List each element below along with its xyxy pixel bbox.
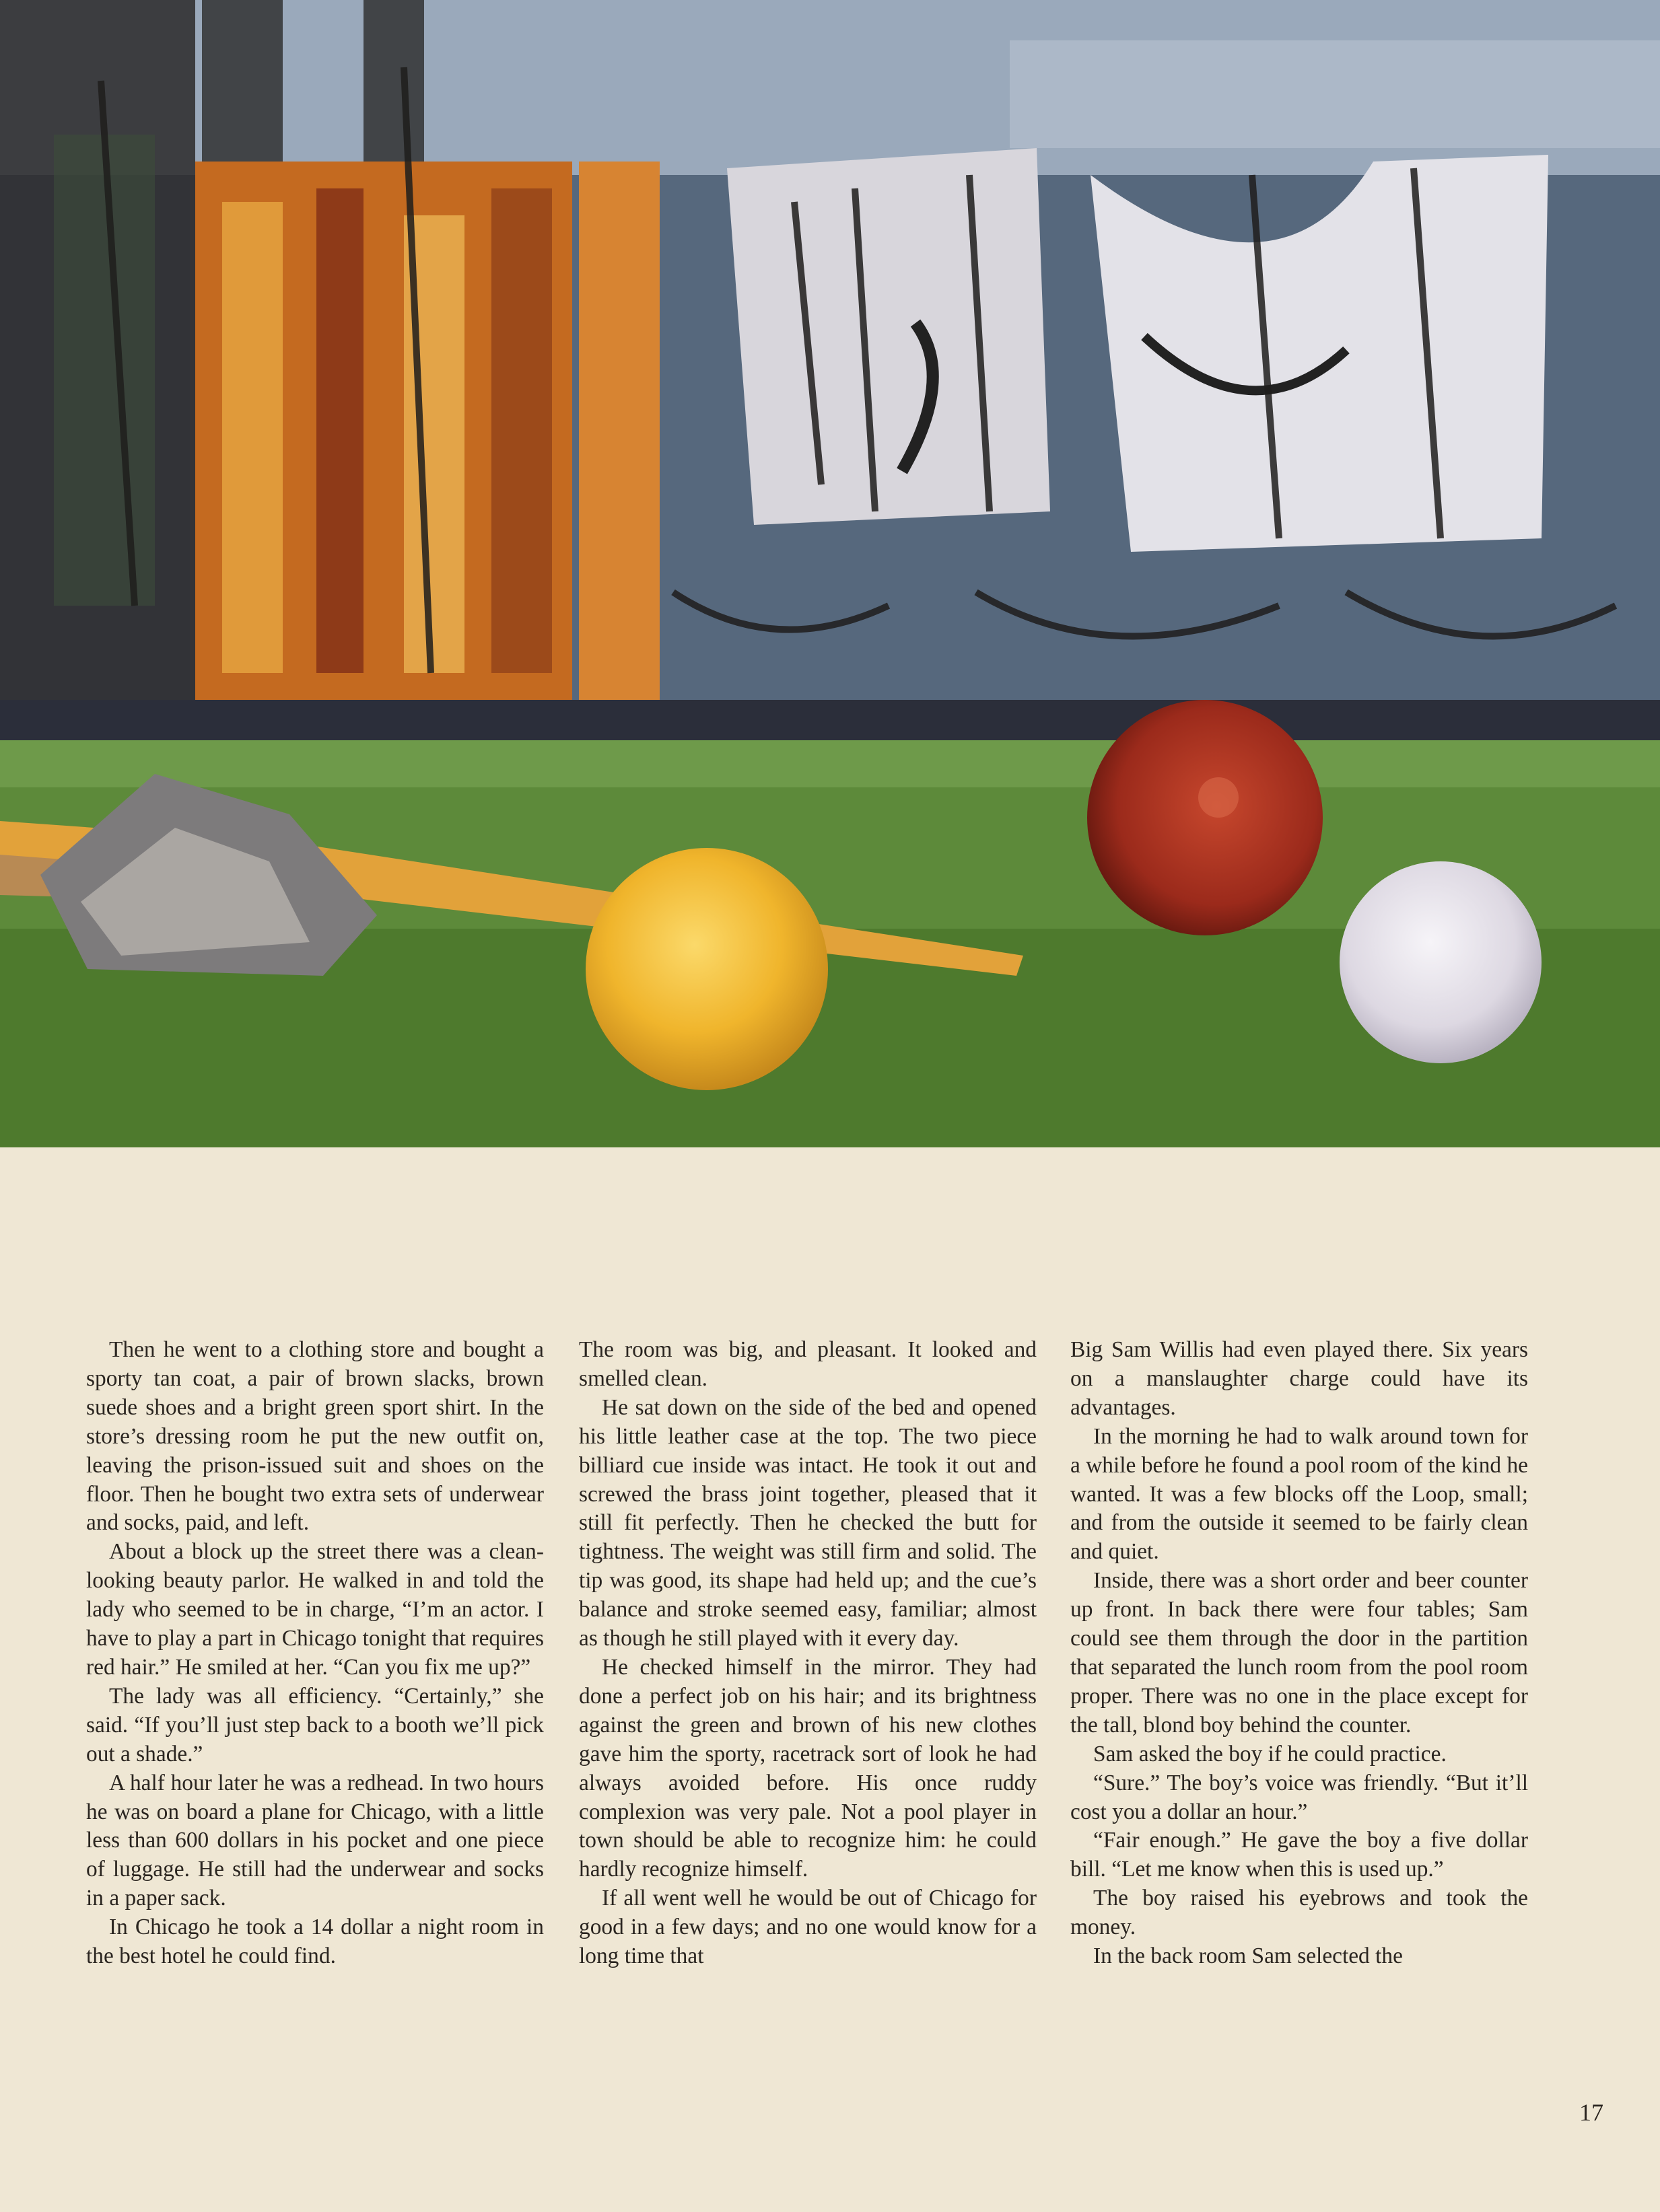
paragraph: “Sure.” The boy’s voice was friendly. “But it’ll cost you a dollar an hour.” — [1070, 1770, 1528, 1824]
paragraph: Sam asked the boy if he could practice. — [1093, 1741, 1447, 1767]
text-column-3 — [1070, 1336, 1528, 1971]
paragraph: He checked himself in the mirror. They had done a perfect job on his hair; and its brightness against the green and brown of his new clothes gave him the sporty, racetrack sort of look he had always avoided before. His once ruddy complexion was very pale. Not a pool player in town should be able to recognize him: he could hardly recognize himself. — [579, 1654, 1037, 1882]
paragraph: He sat down on the side of the bed and opened his little leather case at the top. The two piece billiard cue inside was intact. He took it out and screwed the brass joint together, pleased that it still fit perfectly. Then he checked the butt for tightness. The weight was still firm and solid. The tip was good, its shape had held up; and the cue’s balance and stroke seemed easy, familiar; almost as though he still played with it every day. — [579, 1394, 1037, 1651]
text-column-1 — [86, 1336, 544, 1971]
page-number: 17 — [1579, 2099, 1603, 2126]
paragraph: The lady was all efficiency. “Certainly,” she said. “If you’ll just step back to a booth we’ll pick out a shade.” — [86, 1683, 544, 1767]
white-ball — [1340, 861, 1542, 1063]
paragraph: Then he went to a clothing store and bought a sporty tan coat, a pair of brown slacks, brown suede shoes and a bright green sport shirt. In the store’s dressing room he put the new outfit on, leaving the prison-issued suit and shoes on the floor. Then he bought two extra sets of underwear and socks, paid, and left. — [86, 1337, 544, 1536]
article-body — [0, 1336, 1660, 2157]
paragraph: Big Sam Willis had even played there. Six years on a manslaughter charge could have its advantages. — [1070, 1337, 1528, 1420]
paragraph: In Chicago he took a 14 dollar a night room in the best hotel he could find. — [86, 1915, 544, 1969]
paragraph: The room was big, and pleasant. It looked and smelled clean. — [579, 1337, 1037, 1391]
paragraph: “Fair enough.” He gave the boy a five dollar bill. “Let me know when this is used up.” — [1070, 1828, 1528, 1882]
text-column-2 — [579, 1336, 1037, 1971]
paragraph: About a block up the street there was a clean-looking beauty parlor. He walked in and told the lady who seemed to be in charge, “I’m an actor. I have to play a part in Chicago tonight that requires red hair.” He smiled at her. “Can you fix me up?” — [86, 1539, 544, 1680]
red-ball — [1087, 700, 1323, 935]
paragraph: A half hour later he was a redhead. In two hours he was on board a plane for Chicago, with a little less than 600 dollars in his pocket and one piece of luggage. He still had the underwear and socks in a paper sack. — [86, 1770, 544, 1911]
paragraph: Inside, there was a short order and beer counter up front. In back there were four tables; Sam could see them through the door in the partition that separated the lunch room from the pool room proper. There was no one in the place except for the tall, blond boy behind the counter. — [1070, 1568, 1528, 1738]
paragraph: In the back room Sam selected the — [1093, 1943, 1403, 1969]
paragraph: If all went well he would be out of Chicago for good in a few days; and no one would know for a long time that — [579, 1886, 1037, 1969]
paragraph: The boy raised his eyebrows and took the money. — [1070, 1886, 1528, 1940]
yellow-ball — [586, 848, 828, 1090]
paragraph: In the morning he had to walk around town for a while before he found a pool room of the kind he wanted. It was a few blocks off the Loop, small; and from the outside it seemed to be fairly clean and quiet. — [1070, 1423, 1528, 1565]
